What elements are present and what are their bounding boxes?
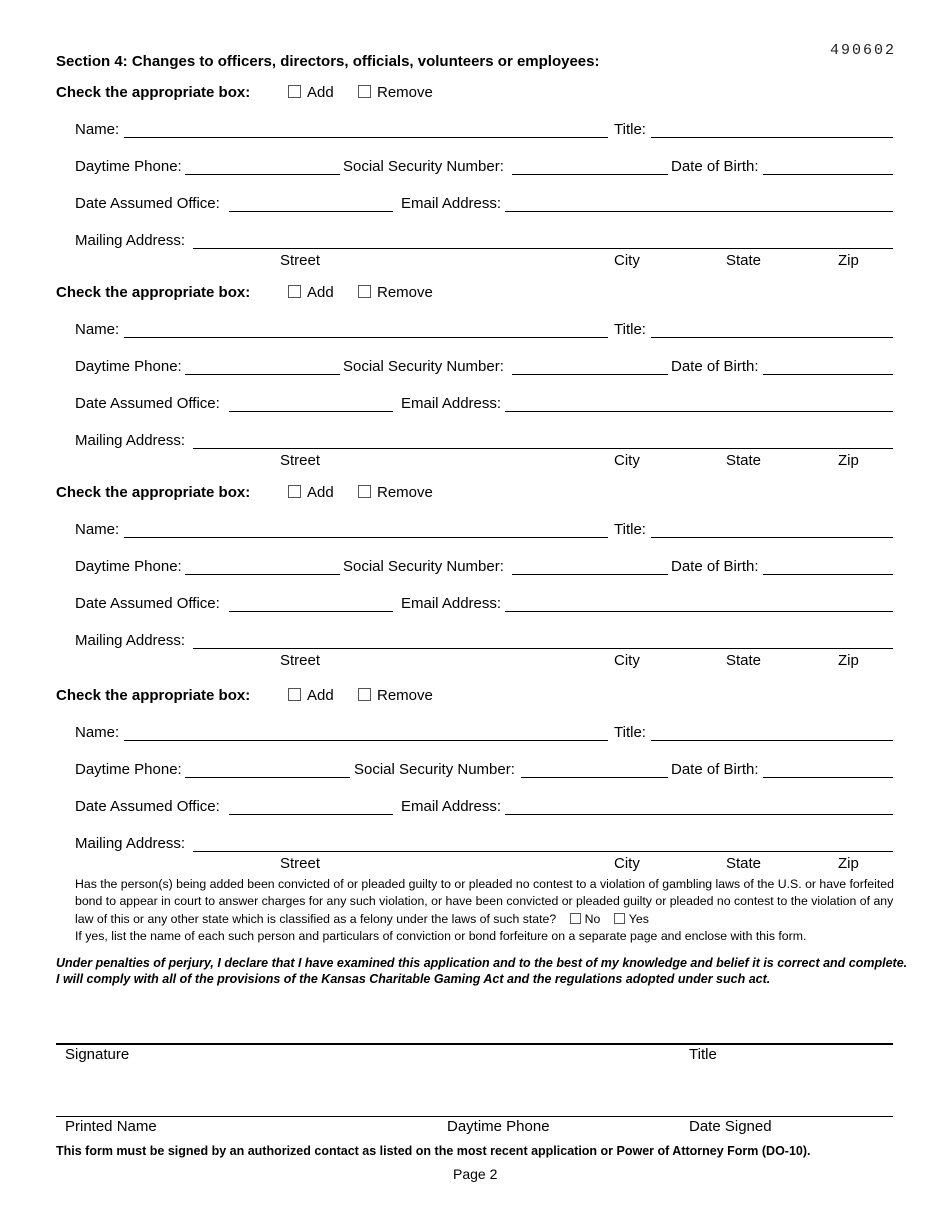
check-box-label: Check the appropriate box: [56, 284, 251, 301]
name-field[interactable] [124, 337, 608, 338]
add-label: Add [307, 484, 334, 501]
title-field[interactable] [651, 537, 893, 538]
ssn-label: Social Security Number: [343, 158, 504, 175]
date-assumed-field[interactable] [229, 411, 393, 412]
question-line-3-text: law of this or any other state which is classified as a felony under the laws of such state? [75, 912, 557, 926]
name-field[interactable] [124, 537, 608, 538]
date-assumed-label: Date Assumed Office: [75, 798, 220, 815]
daytime-phone-label: Daytime Phone: [75, 558, 182, 575]
email-field[interactable] [505, 611, 893, 612]
form-code: 490602 [830, 42, 897, 59]
mailing-address-field[interactable] [193, 851, 893, 852]
remove-label: Remove [377, 687, 433, 704]
remove-checkbox[interactable] [358, 485, 371, 498]
remove-checkbox[interactable] [358, 688, 371, 701]
daytime-phone-label: Daytime Phone: [75, 358, 182, 375]
zip-label: Zip [838, 252, 859, 269]
remove-checkbox[interactable] [358, 285, 371, 298]
name-label: Name: [75, 321, 120, 338]
name-label: Name: [75, 121, 120, 138]
conviction-question [75, 876, 894, 944]
city-label: City [614, 652, 640, 669]
mailing-address-field[interactable] [193, 248, 893, 249]
add-option[interactable] [288, 484, 334, 501]
question-line-1: Has the person(s) being added been convicted of or pleaded guilty to or pleaded no contest to a violation of gambling laws of the U.S. or have forfeited [75, 877, 894, 891]
remove-option[interactable] [358, 687, 433, 704]
yes-label: Yes [628, 912, 649, 926]
street-label: Street [280, 452, 321, 469]
state-label: State [726, 252, 762, 269]
title-field-label: Title: [614, 724, 646, 741]
state-label: State [726, 652, 762, 669]
add-checkbox[interactable] [288, 485, 301, 498]
ssn-label: Social Security Number: [343, 558, 504, 575]
city-label: City [614, 452, 640, 469]
email-label: Email Address: [401, 595, 502, 612]
email-field[interactable] [505, 814, 893, 815]
date-assumed-label: Date Assumed Office: [75, 395, 220, 412]
email-label: Email Address: [401, 395, 502, 412]
add-option[interactable] [288, 84, 334, 101]
street-label: Street [280, 652, 321, 669]
street-label: Street [280, 855, 321, 872]
date-assumed-field[interactable] [229, 211, 393, 212]
add-checkbox[interactable] [288, 688, 301, 701]
name-label: Name: [75, 521, 120, 538]
question-line-2: bond to appear in court to answer charges for any such violation, or have been convicted or pleaded guilty or pleaded no contest to the violation of any [75, 893, 894, 908]
state-label: State [726, 855, 762, 872]
check-box-label: Check the appropriate box: [56, 687, 251, 704]
dob-field[interactable] [763, 574, 893, 575]
add-label: Add [307, 84, 334, 101]
title-field[interactable] [651, 137, 893, 138]
remove-option[interactable] [358, 484, 433, 501]
mailing-address-label: Mailing Address: [75, 232, 186, 249]
title-field-label: Title: [614, 121, 646, 138]
zip-label: Zip [838, 452, 859, 469]
daytime-phone-field[interactable] [185, 174, 340, 175]
date-assumed-label: Date Assumed Office: [75, 195, 220, 212]
date-assumed-field[interactable] [229, 611, 393, 612]
add-option[interactable] [288, 687, 334, 704]
perjury-statement [56, 955, 907, 987]
name-field[interactable] [124, 740, 608, 741]
dob-field[interactable] [763, 777, 893, 778]
page-number: Page 2 [453, 1166, 498, 1182]
city-label: City [614, 252, 640, 269]
email-label: Email Address: [401, 195, 502, 212]
mailing-address-label: Mailing Address: [75, 632, 186, 649]
daytime-phone-field[interactable] [185, 777, 350, 778]
mailing-address-field[interactable] [193, 448, 893, 449]
dob-field[interactable] [763, 374, 893, 375]
printed-name-label: Printed Name [65, 1118, 157, 1135]
remove-option[interactable] [358, 84, 433, 101]
question-line-3 [75, 911, 894, 928]
add-checkbox[interactable] [288, 285, 301, 298]
title-field-label: Title: [614, 321, 646, 338]
state-label: State [726, 452, 762, 469]
mailing-address-field[interactable] [193, 648, 893, 649]
mailing-address-label: Mailing Address: [75, 432, 186, 449]
daytime-phone-label: Daytime Phone: [75, 158, 182, 175]
add-option[interactable] [288, 284, 334, 301]
yes-checkbox[interactable] [614, 913, 625, 924]
date-signed-label: Date Signed [689, 1118, 772, 1135]
remove-label: Remove [377, 284, 433, 301]
remove-option[interactable] [358, 284, 433, 301]
mailing-address-label: Mailing Address: [75, 835, 186, 852]
zip-label: Zip [838, 652, 859, 669]
dob-field[interactable] [763, 174, 893, 175]
date-assumed-label: Date Assumed Office: [75, 595, 220, 612]
street-label: Street [280, 252, 321, 269]
ssn-field[interactable] [512, 574, 668, 575]
authorized-contact-note: This form must be signed by an authorized contact as listed on the most recent application or Power of Attorney Form (DO-10). [56, 1144, 811, 1158]
add-checkbox[interactable] [288, 85, 301, 98]
signature-label: Signature [65, 1046, 130, 1063]
zip-label: Zip [838, 855, 859, 872]
check-box-label: Check the appropriate box: [56, 84, 251, 101]
dob-label: Date of Birth: [671, 158, 759, 175]
city-label: City [614, 855, 640, 872]
daytime-phone-label: Daytime Phone: [75, 761, 182, 778]
ssn-label: Social Security Number: [354, 761, 515, 778]
ssn-field[interactable] [512, 374, 668, 375]
dob-label: Date of Birth: [671, 358, 759, 375]
dob-label: Date of Birth: [671, 761, 759, 778]
add-label: Add [307, 284, 334, 301]
date-assumed-field[interactable] [229, 814, 393, 815]
printed-name-line[interactable] [56, 1116, 893, 1117]
no-label: No [584, 912, 601, 926]
check-box-label: Check the appropriate box: [56, 484, 251, 501]
add-label: Add [307, 687, 334, 704]
remove-checkbox[interactable] [358, 85, 371, 98]
name-label: Name: [75, 724, 120, 741]
title-field[interactable] [651, 740, 893, 741]
remove-label: Remove [377, 484, 433, 501]
daytime-phone-field[interactable] [185, 574, 340, 575]
perjury-line-2: I will comply with all of the provisions of the Kansas Charitable Gaming Act and the regulations adopted under such act. [56, 972, 771, 986]
title-field[interactable] [651, 337, 893, 338]
dob-label: Date of Birth: [671, 558, 759, 575]
signature-line[interactable] [56, 1043, 893, 1045]
question-line-4: If yes, list the name of each such person and particulars of conviction or bond forfeiture on a separate page and enclose with this form. [75, 928, 807, 943]
section-title: Section 4: Changes to officers, directors, officials, volunteers or employees: [56, 53, 600, 70]
email-label: Email Address: [401, 798, 502, 815]
ssn-label: Social Security Number: [343, 358, 504, 375]
daytime-phone-field[interactable] [185, 374, 340, 375]
ssn-field[interactable] [521, 777, 668, 778]
email-field[interactable] [505, 411, 893, 412]
ssn-field[interactable] [512, 174, 668, 175]
title-field-label: Title: [614, 521, 646, 538]
title-label: Title [689, 1046, 717, 1063]
no-checkbox[interactable] [570, 913, 581, 924]
remove-label: Remove [377, 84, 433, 101]
email-field[interactable] [505, 211, 893, 212]
daytime-phone-signature-label: Daytime Phone [447, 1118, 550, 1135]
perjury-line-1: Under penalties of perjury, I declare that I have examined this application and to the best of my knowledge and belief it is correct and complete. [56, 956, 908, 970]
name-field[interactable] [124, 137, 608, 138]
